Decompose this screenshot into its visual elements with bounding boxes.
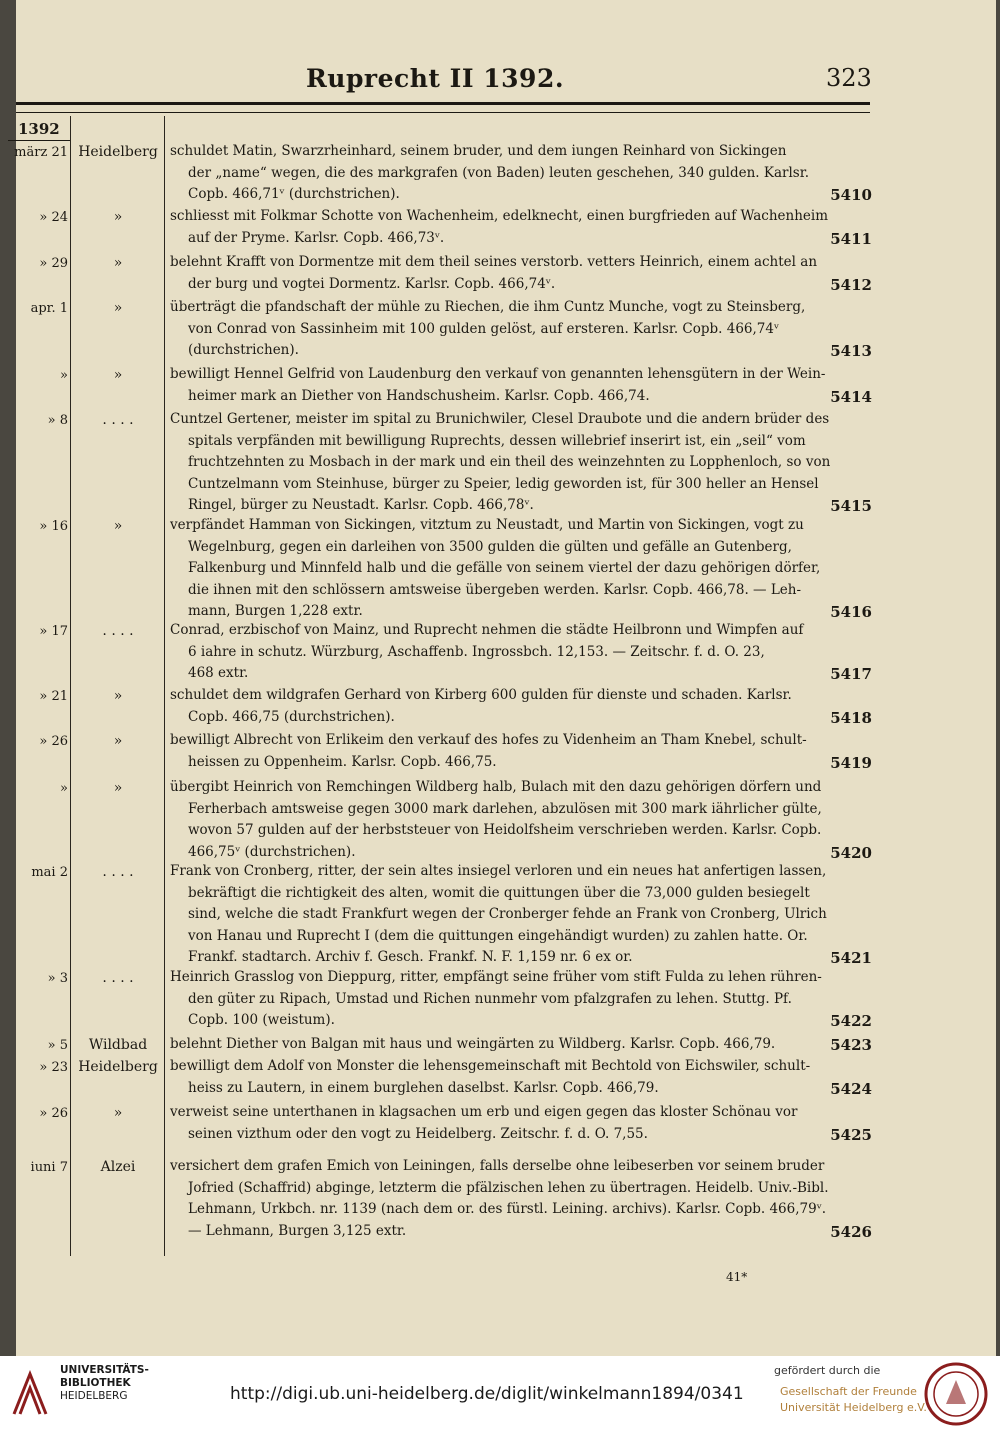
entry-line: Lehmann, Urkbch. nr. 1139 (nach dem or. des fürstl. Leining. archivs). Karlsr. Copb. 466,79ᵛ.	[188, 1201, 827, 1217]
entry-date: mai 2	[31, 865, 68, 880]
entry-line: Cuntzel Gertener, meister im spital zu Brunichwiler, Clesel Draubote und die andern brüder des	[170, 411, 830, 427]
entry-line: schuldet dem wildgrafen Gerhard von Kirberg 600 gulden für dienste und schaden. Karlsr.	[170, 687, 792, 703]
entry-line: schuldet Matin, Swarzrheinhard, seinem bruder, und dem iungen Reinhard von Sickingen	[170, 143, 787, 159]
library-logo-icon	[10, 1370, 50, 1418]
entry-line: bewilligt Albrecht von Erlikeim den verkauf des hofes zu Videnheim an Tham Knebel, schult-	[170, 732, 807, 748]
entry-line: Ferherbach amtsweise gegen 3000 mark darlehen, abzulösen mit 300 mark iährlicher gülte,	[188, 800, 822, 817]
entry-place: »	[113, 367, 123, 383]
entry-number: 5424	[830, 1079, 872, 1098]
sponsor-label: gefördert durch die	[774, 1364, 881, 1377]
entry-place: Alzei	[100, 1159, 136, 1175]
entry-text	[170, 777, 854, 863]
entry-number: 5416	[830, 603, 872, 621]
entry-number: 5417	[830, 665, 872, 683]
entry-place: »	[113, 1105, 123, 1121]
entry-date: » 16	[39, 519, 68, 534]
entry-line: heiss zu Lautern, in einem burglehen daselbst. Karlsr. Copb. 466,79.	[188, 1079, 659, 1096]
entry-place: »	[113, 255, 123, 271]
entry-place: »	[113, 209, 123, 225]
entry-date: » 29	[39, 256, 68, 271]
entry-line: fruchtzehnten zu Mosbach in der mark und ein theil des weinzehnten zu Lopphenloch, so von	[188, 454, 831, 470]
entry-date: » 23	[39, 1060, 68, 1075]
entry-place: . . . .	[102, 970, 134, 986]
entry-place: . . . .	[102, 864, 134, 880]
entry-line: den güter zu Ripach, Umstad und Richen nunmehr vom pfalzgrafen zu lehen. Stuttg. Pf.	[188, 990, 792, 1007]
entry-line: Ringel, bürger zu Neustadt. Karlsr. Copb. 466,78ᵛ.	[188, 497, 534, 513]
entry-place: . . . .	[102, 412, 134, 428]
entry-date: »	[60, 781, 68, 796]
entry-number: 5411	[830, 229, 872, 248]
entry-number: 5426	[830, 1222, 872, 1241]
entry-line: seinen vizthum oder den vogt zu Heidelberg. Zeitschr. f. d. O. 7,55.	[188, 1125, 648, 1142]
entry-text	[170, 515, 854, 623]
entry-line: heissen zu Oppenheim. Karlsr. Copb. 466,75.	[188, 753, 497, 770]
entry-number: 5422	[830, 1012, 872, 1030]
entry-text	[170, 364, 854, 407]
column-divider-place	[164, 116, 165, 1256]
entry-number: 5415	[830, 497, 872, 515]
entry-date: » 26	[39, 1106, 68, 1121]
entry-date: iuni 7	[30, 1160, 68, 1175]
entry-line: Copb. 466,71ᵛ (durchstrichen).	[188, 186, 400, 202]
entry-line: (durchstrichen).	[188, 342, 299, 358]
entry-line: Frankf. stadtarch. Archiv f. Gesch. Frankf. N. F. 1,159 nr. 6 ex or.	[188, 949, 633, 965]
entry-line: Jofried (Schaffrid) abginge, letzterm die pfälzischen lehen zu übertragen. Heidelb. Univ.-Bibl.	[188, 1179, 829, 1196]
entry-line: 468 extr.	[188, 665, 249, 681]
entry-line: bekräftigt die richtigkeit des alten, womit die quittungen über die 73,000 gulden besiegelt	[188, 884, 810, 901]
entry-number: 5420	[830, 843, 872, 862]
entry-line: — Lehmann, Burgen 3,125 extr.	[188, 1222, 407, 1239]
entry-text	[170, 1102, 854, 1145]
entry-number: 5421	[830, 949, 872, 967]
entry-text	[170, 861, 854, 969]
entry-line: von Conrad von Sassinheim mit 100 gulden gelöst, auf ersteren. Karlsr. Copb. 466,74ᵛ	[188, 320, 780, 337]
entry-text	[170, 141, 854, 206]
entry-date: » 24	[39, 210, 68, 225]
entry-text	[170, 206, 854, 249]
entry-line: schliesst mit Folkmar Schotte von Wachenheim, edelknecht, einen burgfrieden auf Wachenheim	[170, 208, 829, 224]
entry-line: bewilligt dem Adolf von Monster die lehensgemeinschaft mit Bechtold von Eichswiler, schult-	[170, 1058, 811, 1074]
entry-place: »	[113, 780, 123, 796]
digital-url-link[interactable]: http://digi.ub.uni-heidelberg.de/diglit/winkelmann1894/0341	[230, 1384, 744, 1404]
entry-line: bewilligt Hennel Gelfrid von Laudenburg den verkauf von genannten lehensgütern in der Wein-	[170, 366, 826, 382]
entry-date: » 26	[39, 734, 68, 749]
entry-line: wovon 57 gulden auf der herbststeuer von Heidolfsheim verschrieben werden. Karlsr. Copb.	[188, 822, 822, 838]
entry-text	[170, 252, 854, 295]
entry-place: »	[113, 518, 123, 534]
entry-line: sind, welche die stadt Frankfurt wegen der Cronberger fehde an Frank von Cronberg, Ulrich	[188, 906, 827, 922]
entry-text	[170, 1156, 854, 1242]
entry-text	[170, 685, 854, 728]
library-name-line2: BIBLIOTHEK	[60, 1377, 131, 1389]
page-number: 323	[826, 64, 872, 92]
entry-text	[170, 620, 854, 685]
entry-line: verweist seine unterthanen in klagsachen um erb und eigen gegen das kloster Schönau vor	[170, 1104, 798, 1120]
entry-line: der burg und vogtei Dormentz. Karlsr. Copb. 466,74ᵛ.	[188, 275, 556, 292]
entry-line: Frank von Cronberg, ritter, der sein altes insiegel verloren und ein neues hat anfertigen lassen,	[170, 863, 827, 879]
entry-text	[170, 967, 854, 1032]
entry-place: Heidelberg	[78, 144, 158, 160]
entry-place: »	[113, 733, 123, 749]
header-rule-thin	[16, 112, 870, 113]
entry-line: Copb. 466,75 (durchstrichen).	[188, 708, 395, 725]
entry-date: » 5	[47, 1038, 68, 1053]
column-divider-date	[70, 116, 71, 1256]
library-name-line3: HEIDELBERG	[60, 1390, 128, 1402]
entry-date: » 17	[39, 624, 68, 639]
entry-number: 5410	[830, 186, 872, 204]
running-title: Ruprecht II 1392.	[306, 64, 565, 93]
entry-number: 5418	[830, 708, 872, 727]
entry-line: spitals verpfänden mit bewilligung Ruprechts, dessen willebrief inserirt ist, ein „seil“ vom	[188, 432, 806, 449]
entry-line: mann, Burgen 1,228 extr.	[188, 603, 363, 619]
entry-line: 6 iahre in schutz. Würzburg, Aschaffenb. Ingrossbch. 12,153. — Zeitschr. f. d. O. 23,	[188, 643, 765, 660]
entry-place: »	[113, 688, 123, 704]
entry-line: Cuntzelmann vom Steinhuse, bürger zu Speier, ledig geworden ist, für 300 heller an Hensel	[188, 475, 819, 492]
entry-line: der „name“ wegen, die des markgrafen (von Baden) leuten geschehen, 340 gulden. Karlsr.	[188, 164, 809, 181]
entry-place: Wildbad	[88, 1037, 148, 1053]
university-seal-icon	[924, 1362, 988, 1426]
entry-text	[170, 297, 854, 362]
entry-line: Wegelnburg, gegen ein darleihen von 3500 gulden die gülten und gefälle an Gutenberg,	[188, 538, 792, 555]
entry-number: 5413	[830, 342, 872, 360]
signature-mark: 41*	[726, 1270, 748, 1284]
header-rule	[16, 102, 870, 105]
entry-place: Heidelberg	[78, 1059, 158, 1075]
entry-line: Falkenburg und Minnfeld halb und die gefälle von seinem viertel der dazu gehörigen dörfer,	[188, 560, 821, 576]
entry-place: »	[113, 300, 123, 316]
entry-line: heimer mark an Diether von Handschusheim. Karlsr. Copb. 466,74.	[188, 387, 650, 404]
sponsor-name	[780, 1384, 927, 1416]
sponsor-name-line1: Gesellschaft der Freunde	[780, 1385, 917, 1398]
entry-line: belehnt Diether von Balgan mit haus und weingärten zu Wildberg. Karlsr. Copb. 466,79.	[170, 1036, 776, 1052]
entry-line: Conrad, erzbischof von Mainz, und Ruprecht nehmen die städte Heilbronn und Wimpfen auf	[170, 622, 804, 638]
entry-number: 5425	[830, 1125, 872, 1144]
entry-text	[170, 409, 854, 517]
entry-date: apr. 1	[30, 301, 68, 316]
entry-line: überträgt die pfandschaft der mühle zu Riechen, die ihm Cuntz Munche, vogt zu Steinsberg,	[170, 299, 806, 315]
entry-date: » 21	[39, 689, 68, 704]
entry-line: 466,75ᵛ (durchstrichen).	[188, 843, 356, 860]
library-name-line1: UNIVERSITÄTS-	[60, 1364, 149, 1376]
year-label: 1392	[18, 120, 60, 138]
library-name	[60, 1364, 149, 1403]
entry-line: Heinrich Grasslog von Dieppurg, ritter, empfängt seine früher vom stift Fulda zu lehen rühren-	[170, 969, 822, 985]
entry-line: die ihnen mit den schlössern amtsweise übergeben werden. Karlsr. Copb. 466,78. — Leh-	[188, 581, 802, 598]
entry-date: » 8	[47, 413, 68, 428]
entry-text	[170, 1034, 854, 1056]
entry-number: 5414	[830, 387, 872, 406]
entry-line: auf der Pryme. Karlsr. Copb. 466,73ᵛ.	[188, 229, 445, 246]
entry-date: »	[60, 368, 68, 383]
entry-date: » 3	[47, 971, 68, 986]
entry-line: belehnt Krafft von Dormentze mit dem theil seines verstorb. vetters Heinrich, einem achtel an	[170, 254, 818, 270]
entry-place: . . . .	[102, 623, 134, 639]
sponsor-name-line2: Universität Heidelberg e.V.	[780, 1401, 927, 1414]
entry-line: versichert dem grafen Emich von Leiningen, falls derselbe ohne leibeserben vor seinem bruder	[170, 1158, 825, 1174]
entry-line: Copb. 100 (weistum).	[188, 1012, 335, 1028]
entry-text	[170, 1056, 854, 1099]
entry-number: 5419	[830, 753, 872, 772]
entry-text	[170, 730, 854, 773]
year-underline	[8, 140, 70, 141]
entry-line: übergibt Heinrich von Remchingen Wildberg halb, Bulach mit den dazu gehörigen dörfern und	[170, 779, 822, 795]
entry-number: 5412	[830, 275, 872, 294]
entry-number: 5423	[830, 1036, 872, 1054]
entry-line: verpfändet Hamman von Sickingen, vitztum zu Neustadt, und Martin von Sickingen, vogt zu	[170, 517, 804, 533]
entry-line: von Hanau und Ruprecht I (dem die quittungen eingehändigt wurden) zu zahlen hatte. Or.	[188, 927, 808, 944]
entry-date: märz 21	[14, 145, 68, 160]
